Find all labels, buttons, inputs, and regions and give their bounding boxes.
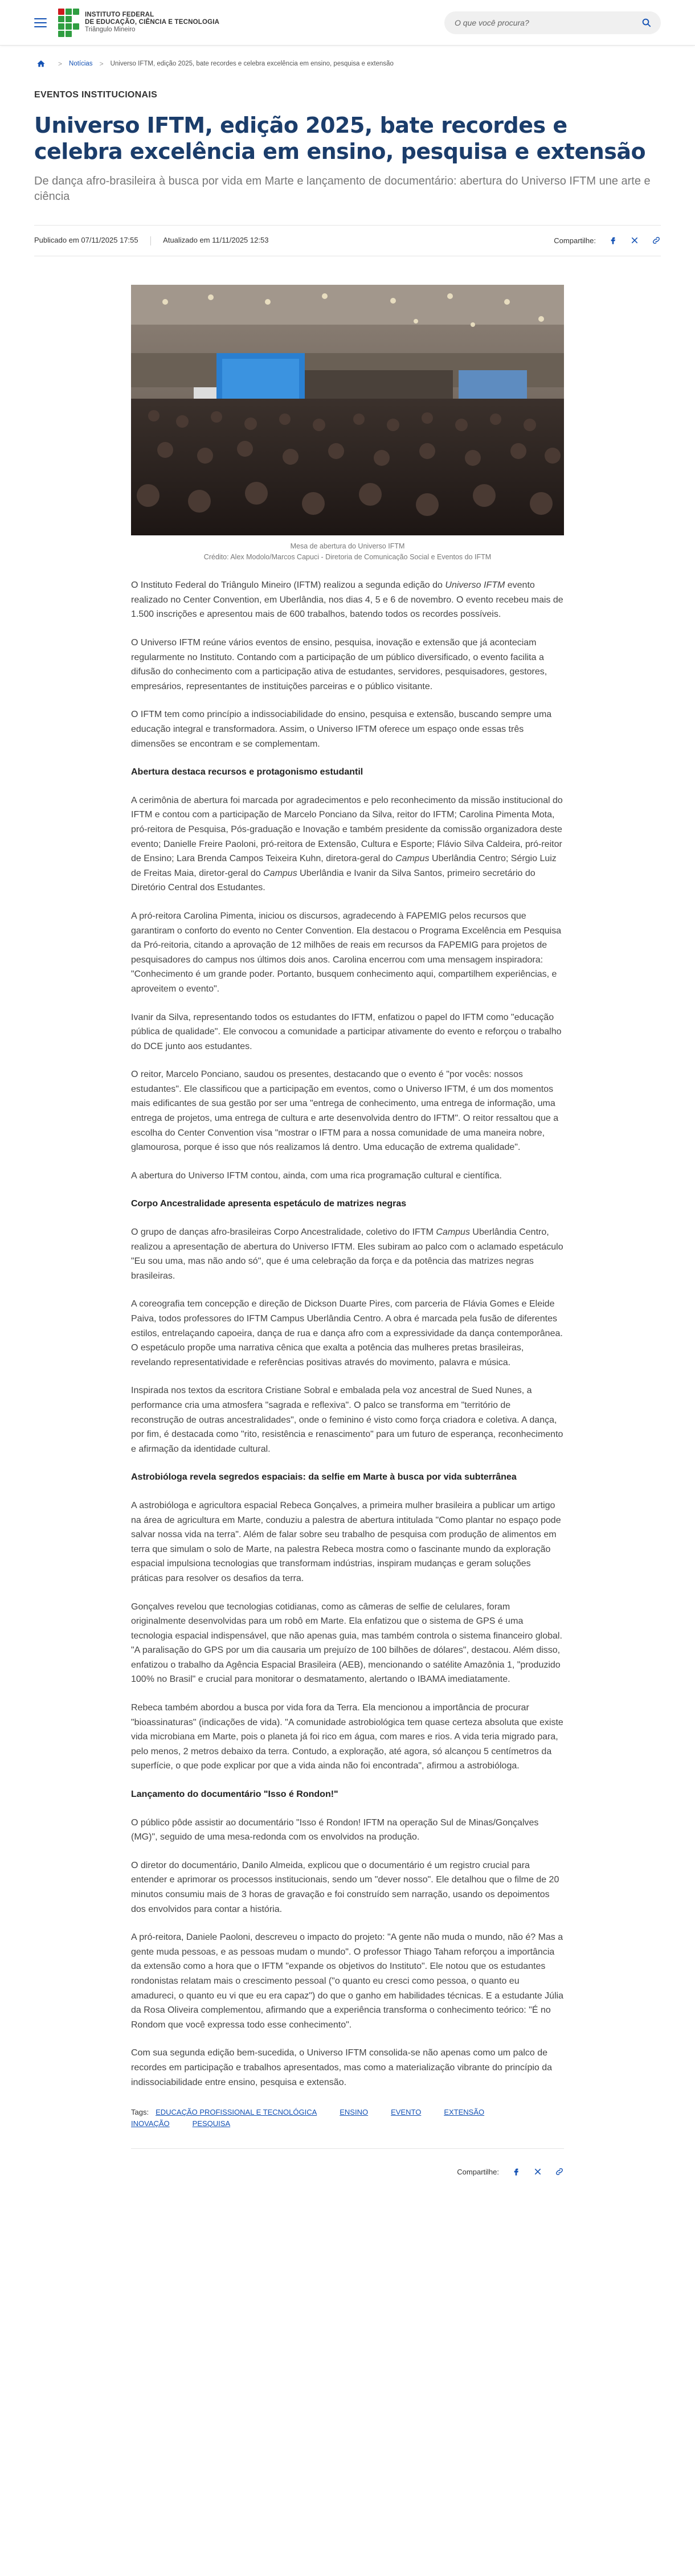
- share-bar-bottom: [131, 2149, 564, 2199]
- section-heading: Abertura destaca recursos e protagonismo estudantil: [131, 767, 363, 777]
- home-icon[interactable]: [36, 59, 46, 68]
- updated-date: Atualizado em 11/11/2025 12:53: [163, 236, 269, 245]
- breadcrumb-separator: >: [99, 60, 104, 68]
- share-bar-top: [554, 236, 661, 245]
- paragraph: A coreografia tem concepção e direção de Dickson Duarte Pires, com parceria de Flávia Gomes e Eleide Paiva, todos professores do IFTM Campus Uberlândia Centro. A obra é marcada pela fusão de diferentes estilos, entrelaçando capoeira, dança de rua e dança afro com a expressividade da dança contemporânea. O espetáculo propõe uma narrativa cênica que exalta a potência das mulheres pretas brasileiras, revelando representatividade e referências positivas através do movimento, palavra e música.: [131, 1299, 563, 1367]
- section-heading: Lançamento do documentário "Isso é Rondon!": [131, 1789, 338, 1800]
- article-figure: [131, 285, 564, 563]
- paragraph: Rebeca também abordou a busca por vida fora da Terra. Ela mencionou a importância de procurar "bioassinaturas" (indicações de vida). "A comunidade astrobiológica tem quase certeza absoluta que existe vida microbiana em Marte, pois o planeta já foi rico em água, com mares e rios. A vida teria migrado para, pelo menos, 2 metros debaixo da terra. Contudo, a exploração, até agora, só alcançou 5 centímetros da superfície, o que pode explicar por que a vida ainda não foi encontrada", afirmou a astrobióloga.: [131, 1703, 563, 1771]
- tag-link[interactable]: EVENTO: [391, 2108, 422, 2117]
- facebook-icon[interactable]: [512, 2167, 521, 2176]
- breadcrumb: [0, 46, 695, 82]
- published-date: Publicado em 07/11/2025 17:55: [34, 236, 138, 245]
- paragraph: Ivanir da Silva, representando todos os estudantes do IFTM, enfatizou o papel do IFTM como "educação pública de qualidade". Ele convocou a comunidade a participar ativamente do evento e reforçou o trabalho do DCE junto aos estudantes.: [131, 1012, 562, 1051]
- tags-list: [131, 2103, 564, 2149]
- breadcrumb-current: Universo IFTM, edição 2025, bate recordes e celebra excelência em ensino, pesquisa e extensão: [110, 60, 394, 67]
- section-heading: Corpo Ancestralidade apresenta espetáculo de matrizes negras: [131, 1199, 407, 1209]
- section-heading: Astrobióloga revela segredos espaciais: da selfie em Marte à busca por vida subterrânea: [131, 1472, 517, 1482]
- link-icon[interactable]: [652, 236, 661, 245]
- figure-caption: [131, 541, 564, 563]
- event-photo: [131, 285, 564, 535]
- paragraph: O reitor, Marcelo Ponciano, saudou os presentes, destacando que o evento é "por vocês: nossos estudantes". Ele classificou que a participação em eventos, como o Universo IFTM, é um dos momentos mais edificantes de sua gestão por ser uma "entrega de conhecimento, uma entrega de informação, uma entrega de projetos, uma entrega de cultura e arte desenvolvida dentro do IFTM". O reitor ressaltou que a escolha do Center Convention visa "mostrar o IFTM para a nossa comunidade de uma maneira nobre, glamourosa, porque é isso que nós realizamos lá dentro. Uma educação de extrema qualidade".: [131, 1070, 559, 1153]
- logo-line-2: DE EDUCAÇÃO, CIÊNCIA E TECNOLOGIA: [85, 18, 220, 26]
- tag-link[interactable]: EDUCAÇÃO PROFISSIONAL E TECNOLÓGICA: [156, 2108, 317, 2117]
- tags-label: Tags:: [131, 2108, 149, 2117]
- page-title: Universo IFTM, edição 2025, bate recordes e celebra excelência em ensino, pesquisa e extensão: [34, 113, 646, 164]
- caption-credit: Crédito: Alex Modolo/Marcos Capuci - Diretoria de Comunicação Social e Eventos do IFTM: [203, 552, 492, 561]
- tag-link[interactable]: INOVAÇÃO: [131, 2119, 170, 2128]
- article-subtitle: De dança afro-brasileira à busca por vida em Marte e lançamento de documentário: abertura do Universo IFTM une arte e ciência: [34, 175, 651, 203]
- paragraph: O grupo de danças afro-brasileiras Corpo Ancestralidade, coletivo do IFTM Campus Uberlândia Centro, realizou a apresentação de abertura do Universo IFTM. Eles subiram ao palco com o aclamado espetáculo "Eu sou uma, mas não ando só", que é uma celebração da força e da potência das matrizes negras brasileiras.: [131, 1227, 563, 1281]
- menu-icon[interactable]: [34, 18, 47, 27]
- article-body: [131, 578, 564, 2090]
- paragraph: A cerimônia de abertura foi marcada por agradecimentos e pelo reconhecimento da missão institucional do IFTM e contou com a participação de Marcelo Ponciano da Silva, reitor do IFTM; Carolina Pimenta Mota, pró-reitora de Pesquisa, Pós-graduação e Inovação e também presidente da comissão organizadora deste evento; Danielle Freire Paoloni, pró-reitora de Extensão, Cultura e Esporte; Flávio Silva Caldeira, pró-reitor de Ensino; Lara Brenda Campos Teixeira Kuhn, diretora-geral do Campus Uberlândia Centro; Sérgio Luiz de Freitas Maia, diretor-geral do Campus Uberlândia e Ivanir da Silva Santos, primeiro secretário do Diretório Central dos Estudantes.: [131, 795, 563, 893]
- breadcrumb-separator: >: [58, 60, 63, 68]
- paragraph: Com sua segunda edição bem-sucedida, o Universo IFTM consolida-se não apenas como um palco de recordes em participação e trabalhos apresentados, mas como a materialização vibrante do princípio da indissociabilidade entre ensino, pesquisa e extensão.: [131, 2048, 553, 2087]
- facebook-icon[interactable]: [608, 236, 618, 245]
- site-logo[interactable]: [58, 9, 219, 37]
- logo-line-1: INSTITUTO FEDERAL: [85, 11, 154, 18]
- logo-line-3: Triângulo Mineiro: [85, 26, 136, 34]
- paragraph: O diretor do documentário, Danilo Almeida, explicou que o documentário é um registro crucial para entender e aprimorar os processos institucionais, sendo um "dever nosso". Ele detalhou que o filme de 20 minutos consumiu mais de 3 horas de gravação e foi construído sem narração, usando os depoimentos dos envolvidos para contar a história.: [131, 1860, 559, 1914]
- paragraph: Gonçalves revelou que tecnologias cotidianas, como as câmeras de selfie de celulares, foram originalmente desenvolvidas para um robô em Marte. Ela enfatizou que o sistema de GPS é uma tecnologia espacial indispensável, que não apenas guia, mas também controla o sistema financeiro global. "A paralisação do GPS por um dia causaria um prejuízo de 100 bilhões de dólares", destacou. Além disso, enfatizou o trabalho da Agência Espacial Brasileira (AEB), mencionando o satélite Amazônia 1, "produzido 100% no Brasil" e crucial para monitorar o desmatamento, alertando o IBAMA imediatamente.: [131, 1602, 562, 1685]
- x-twitter-icon[interactable]: [533, 2167, 542, 2176]
- paragraph: O público pôde assistir ao documentário "Isso é Rondon! IFTM na operação Sul de Minas/Gonçalves (MG)", seguido de uma mesa-redonda com os envolvidos na produção.: [131, 1817, 539, 1842]
- paragraph: Inspirada nos textos da escritora Cristiane Sobral e embalada pela voz ancestral de Sued Nunes, a performance cria uma atmosfera "sagrada e reflexiva". O palco se transforma em "território de reconstrução de outras ancestralidades", onde o feminino é visto como força criadora e coletiva. A dança, por fim, é destacada como "rito, resistência e renascimento" para um futuro de esperança, reconhecimento e afirmação da identidade cultural.: [131, 1386, 563, 1454]
- paragraph: O IFTM tem como princípio a indissociabilidade do ensino, pesquisa e extensão, buscando sempre uma educação integral e transformadora. Assim, o Universo IFTM oferece um espaço onde essas três dimensões se encontram e se complementam.: [131, 710, 552, 749]
- x-twitter-icon[interactable]: [630, 236, 639, 245]
- link-icon[interactable]: [555, 2167, 564, 2176]
- logo-text: [85, 11, 219, 34]
- tag-link[interactable]: EXTENSÃO: [444, 2108, 485, 2117]
- share-label: Compartilhe:: [457, 2167, 499, 2176]
- article-dates: [34, 236, 279, 245]
- caption-title: Mesa de abertura do Universo IFTM: [290, 542, 405, 550]
- paragraph: A astrobióloga e agricultora espacial Rebeca Gonçalves, a primeira mulher brasileira a publicar um artigo na área de agricultura em Marte, conduziu a palestra de abertura intitulada "Como plantar no espaço pode salvar nossa vida na terra". Além de falar sobre seu trabalho de pesquisa com produção de alimentos em terra que simulam o solo de Marte, na palestra Rebeca mostra como o fascinante mundo da exploração espacial impulsiona tecnologias que transformam indústrias, inspiram mudanças e geram soluções práticas para resolver os desafios da terra.: [131, 1500, 561, 1583]
- paragraph: A abertura do Universo IFTM contou, ainda, com uma rica programação cultural e científica.: [131, 1170, 502, 1181]
- paragraph: A pró-reitora, Daniele Paoloni, descreveu o impacto do projeto: "A gente não muda o mundo, não é? Mas a gente muda pessoas, e as pessoas mudam o mundo". O professor Thiago Taham reforçou a importância da extensão como a hora que o IFTM "expande os objetivos do Instituto". Ele notou que os estudantes rondonistas relatam mais o crescimento pessoal ("o quanto eu cresci como pessoa, o quanto eu amadureci, o quanto eu vi que eu era capaz") do que o ganho em habilidades técnicas. E a estudante Júlia da Rosa Oliveira complementou, afirmando que a experiência transforma o conhecimento teórico: "É no Rondom que você expressa todo esse conhecimento".: [131, 1932, 564, 2030]
- search-input[interactable]: [455, 18, 641, 27]
- tag-link[interactable]: PESQUISA: [192, 2119, 231, 2128]
- breadcrumb-item-noticias[interactable]: Notícias: [69, 60, 93, 67]
- main-content: [0, 90, 695, 2199]
- logo-mark: [58, 9, 79, 37]
- article-meta: [34, 225, 661, 256]
- share-group: [457, 2167, 564, 2176]
- paragraph: O Universo IFTM reúne vários eventos de ensino, pesquisa, inovação e extensão que já aconteciam regularmente no Instituto. Contando com a participação de um público diversificado, o evento facilita a difusão do conhecimento com a participação ativa de estudantes, servidores, pesquisadores, gestores, empresários, representantes de instituições parceiras e o público visitante.: [131, 638, 547, 691]
- share-label: Compartilhe:: [554, 236, 596, 245]
- site-header: [0, 0, 695, 46]
- search-icon[interactable]: [641, 18, 652, 28]
- tag-link[interactable]: ENSINO: [340, 2108, 369, 2117]
- search-bar: [444, 11, 661, 34]
- paragraph: O Instituto Federal do Triângulo Mineiro (IFTM) realizou a segunda edição do Universo IFTM evento realizado no Center Convention, em Uberlândia, nos dias 4, 5 e 6 de novembro. O evento recebeu mais de 1.500 inscrições e apresentou mais de 600 trabalhos, batendo todos os recordes possíveis.: [131, 580, 563, 620]
- article-category: EVENTOS INSTITUCIONAIS: [34, 90, 158, 100]
- paragraph: A pró-reitora Carolina Pimenta, iniciou os discursos, agradecendo à FAPEMIG pelos recursos que garantiram o conforto do evento no Center Convention. Ela destacou o Programa Excelência em Pesquisa da Pró-reitoria, citando a aprovação de 12 milhões de reais em recursos da FAPEMIG para projetos de pesquisadores do campus nos últimos dois anos. Carolina encerrou com uma mensagem inspiradora: "Conhecimento é um grande poder. Portanto, busquem conhecimento aqui, compartilhem experiências, e aproveitem o evento".: [131, 911, 562, 994]
